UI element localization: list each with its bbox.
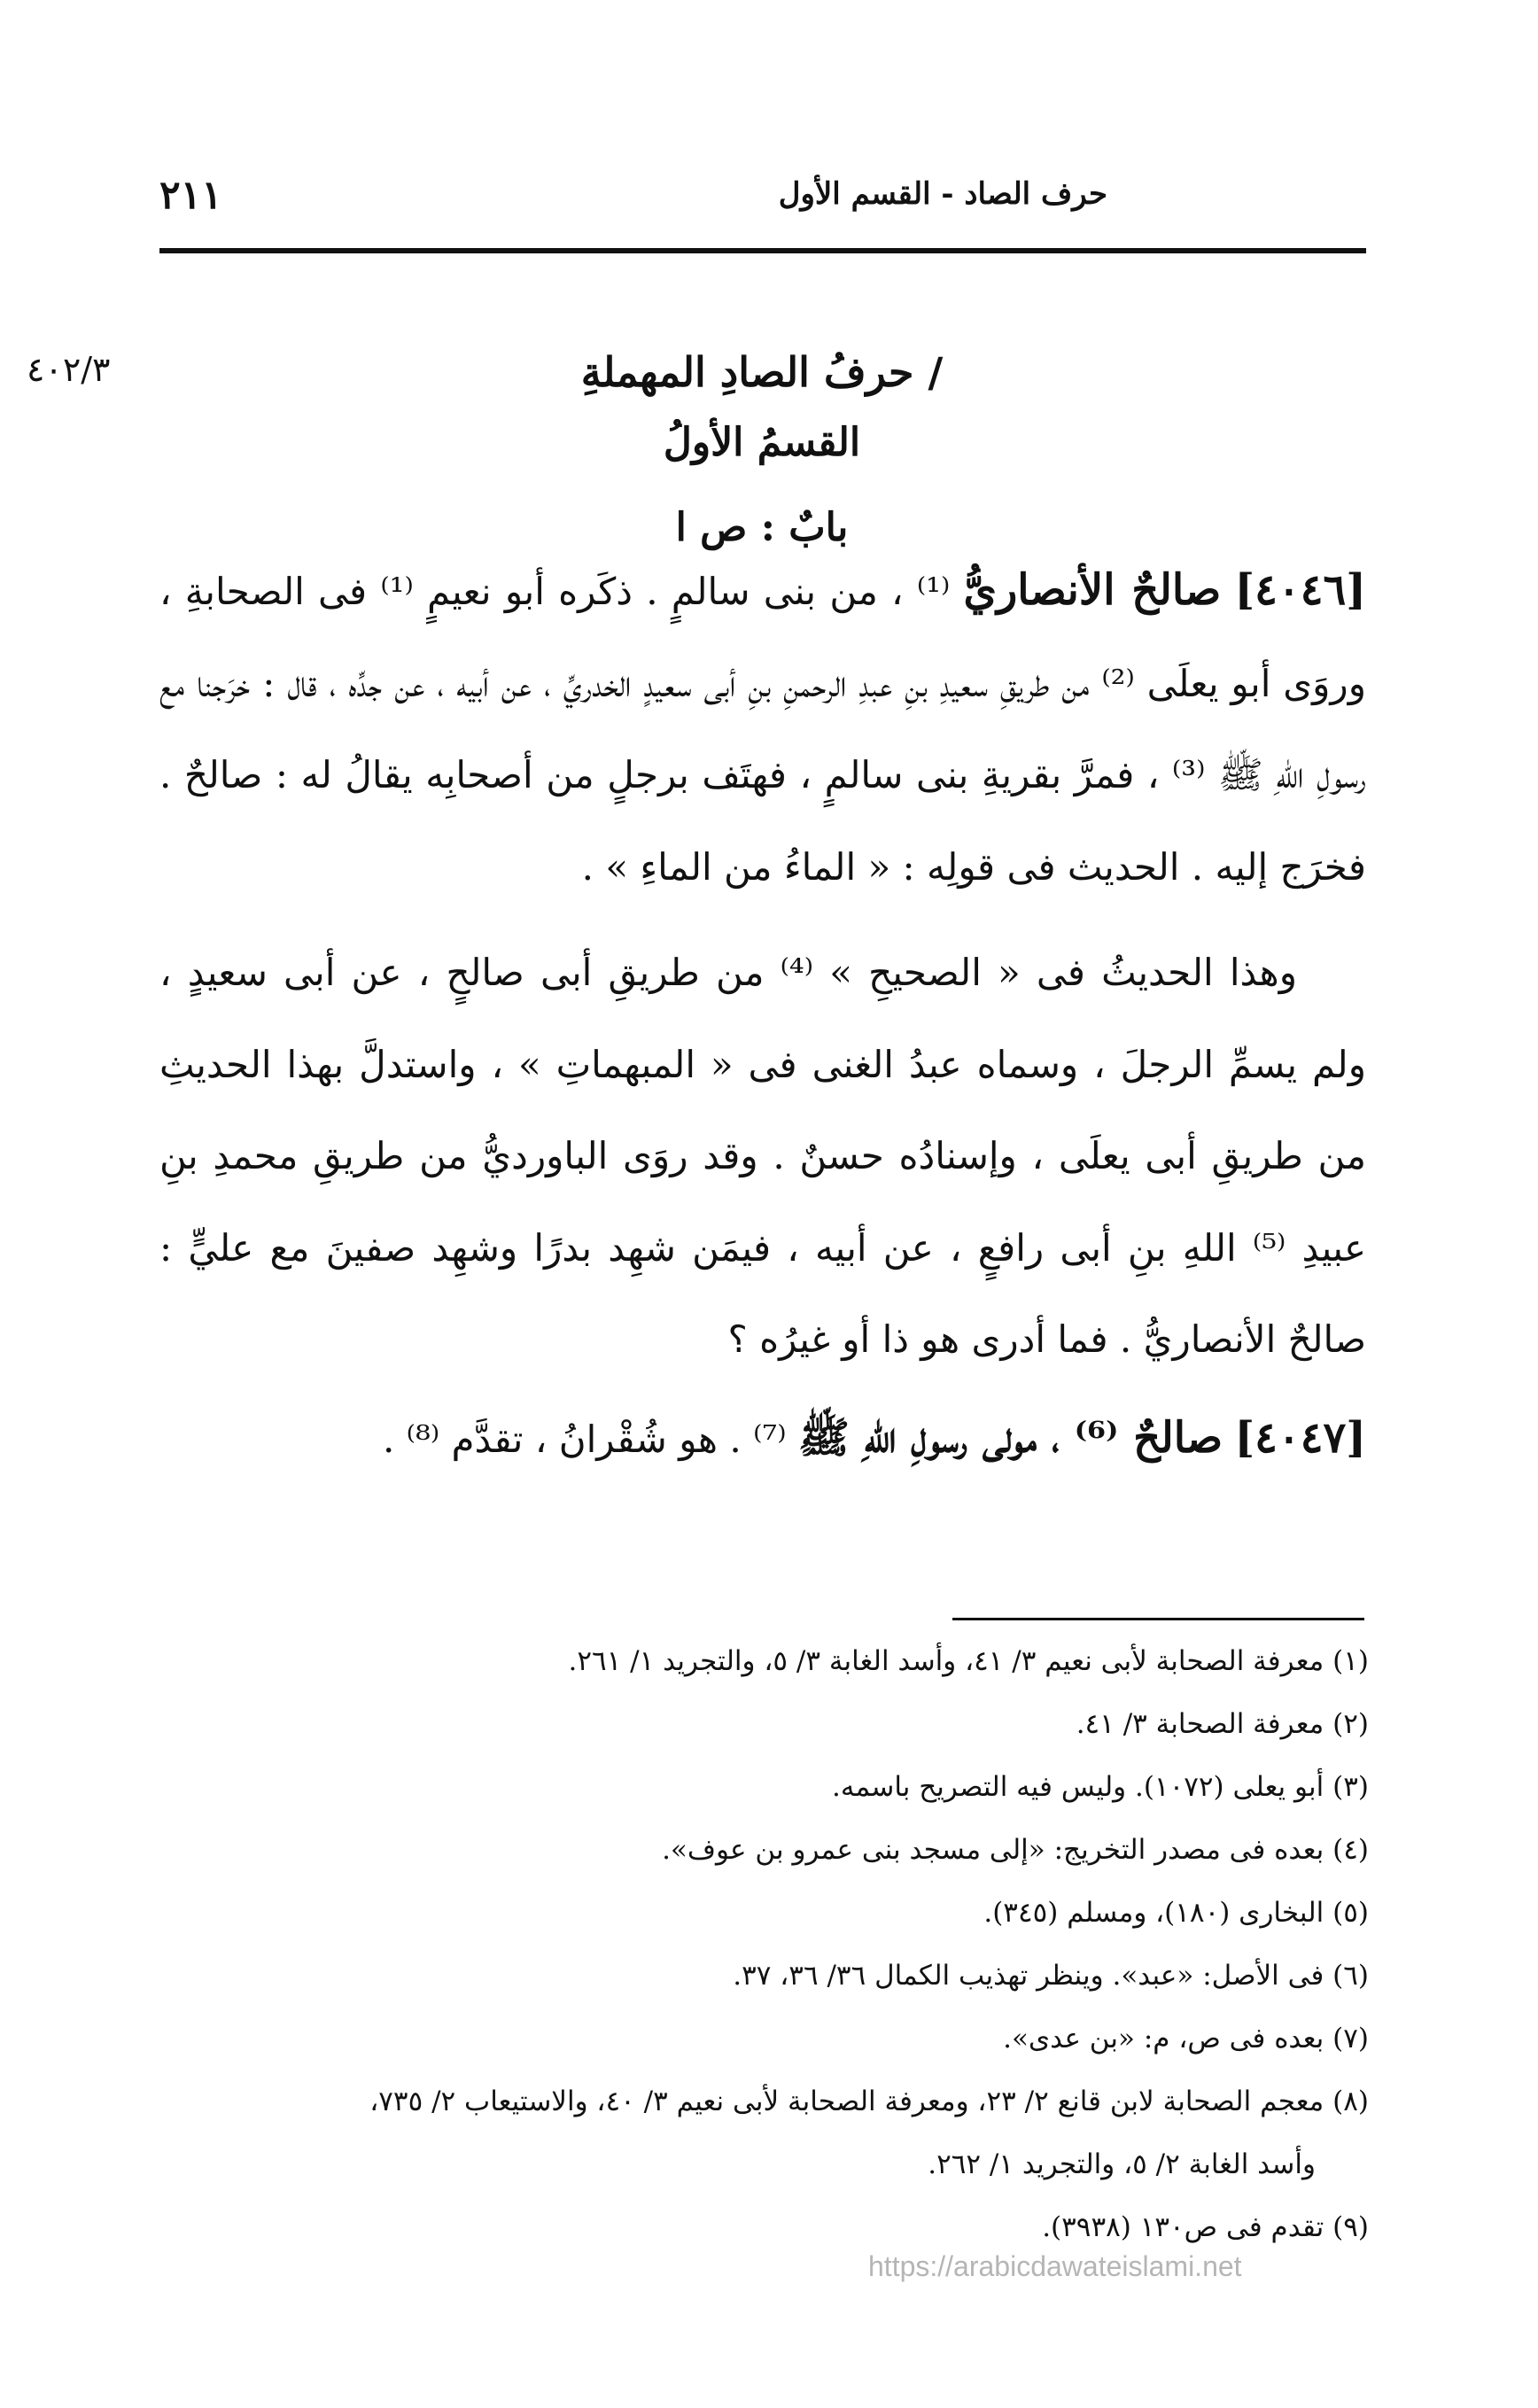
entry-number: [٤٠٤٦] — [1234, 565, 1366, 615]
watermark: https://arabicdawateislami.net — [868, 2250, 1242, 2282]
footnote: (٢) معرفة الصحابة ٣/ ٤١. — [1076, 1708, 1369, 1740]
footnote: (٤) بعده فى مصدر التخريج: «إلى مسجد بنى عمرو بن عوف». — [662, 1834, 1369, 1866]
commentary-paragraph: وهذا الحديثُ فى « الصحيحِ » ⁽⁴⁾ من طريقِ أبى صالحٍ ، عن أبى سعيدٍ ، ولم يسمِّ الرجلَ ، وسماه عبدُ الغنى فى « المبهماتِ » ، واستدلَّ بهذا الحديثِ من طريقِ أبى يعلَى ، وإسنادُه حسنٌ . وقد روَى الباورديُّ من طريقِ محمدِ بنِ عبيدِ ⁽⁵⁾ اللهِ بنِ أبى رافعٍ ، عن أبيه ، فيمَن شهِد بدرًا وشهِد صفينَ مع عليٍّ : صالحٌ الأنصاريُّ . فما أدرى هو ذا أو غيرُه ؟ — [159, 951, 1366, 1361]
body-text — [159, 545, 1366, 1485]
entry-number: [٤٠٤٧] — [1234, 1412, 1366, 1463]
section-headings — [159, 337, 1364, 572]
footnote: (٩) تقدم فى ص١٣٠ (٣٩٣٨). — [1042, 2211, 1369, 2243]
section-heading: القسمُ الأولُ — [663, 420, 861, 465]
footnote: (٥) البخارى (١٨٠)، ومسلم (٣٤٥). — [983, 1897, 1369, 1929]
entry-4046 — [159, 545, 1366, 913]
footnote: (٦) فى الأصل: «عبد». وينظر تهذيب الكمال ٣٦/ ٣٦، ٣٧. — [733, 1960, 1369, 1992]
margin-reference: ٤٠٢/٣ — [27, 350, 111, 389]
page-header — [159, 164, 1364, 244]
footnote: (١) معرفة الصحابة لأبى نعيم ٣/ ٤١، وأسد الغابة ٣/ ٥، والتجريد ١/ ٢٦١. — [568, 1645, 1369, 1677]
page-number: ٢١١ — [159, 173, 222, 218]
running-title: حرف الصاد - القسم الأول — [778, 176, 1107, 212]
chapter-heading: بابٌ : ص ا — [675, 505, 849, 550]
footnotes — [159, 1630, 1369, 2259]
footnote: (٧) بعده فى ص، م: «بن عدى». — [1003, 2023, 1369, 2055]
entry-name: صالحٌ الأنصاريُّ — [963, 565, 1222, 615]
footnote-rule — [952, 1618, 1364, 1620]
footnote: (٣) أبو يعلى (١٠٧٢). وليس فيه التصريح باسمه. — [831, 1771, 1369, 1803]
footnote: (٨) معجم الصحابة لابن قانع ٢/ ٢٣، ومعرفة الصحابة لأبى نعيم ٣/ ٤٠، والاستيعاب ٢/ ٧٣٥، — [369, 2086, 1369, 2117]
entry-4047 — [159, 1393, 1366, 1486]
entry-name: صالحٌ ⁽⁶⁾ ، مولى رسولِ اللهِ ﷺ — [797, 1412, 1223, 1463]
header-rule — [159, 248, 1366, 253]
entry-text: ⁽⁷⁾ . هو شُقْرانُ ، تقدَّم ⁽⁸⁾ . — [382, 1417, 787, 1461]
footnote-continuation: وأسد الغابة ٢/ ٥، والتجريد ١/ ٢٦٢. — [928, 2148, 1316, 2180]
letter-heading: / حرفُ الصادِ المهملةِ — [580, 348, 944, 396]
entry-text: ⁽¹⁾ ، من بنى سالمٍ . ذكَره أبو نعيمٍ ⁽¹⁾ فى الصحابةِ ، وروَى أبو يعلَى ⁽²⁾ من طريقِ سعيدِ بنِ عبدِ الرحمنِ بنِ أبى سعيدٍ الخدريِّ ، عن أبيه ، عن جدِّه ، قال : خرَجنا مع رسولِ اللهِ ﷺ ⁽³⁾ ، فمرَّ بقريةِ بنى سالمٍ ، فهتَف برجلٍ من أصحابِه يقالُ له : صالحٌ . فخرَج إليه . الحديث فى قولِه : « الماءُ من الماءِ » . — [159, 570, 1366, 889]
